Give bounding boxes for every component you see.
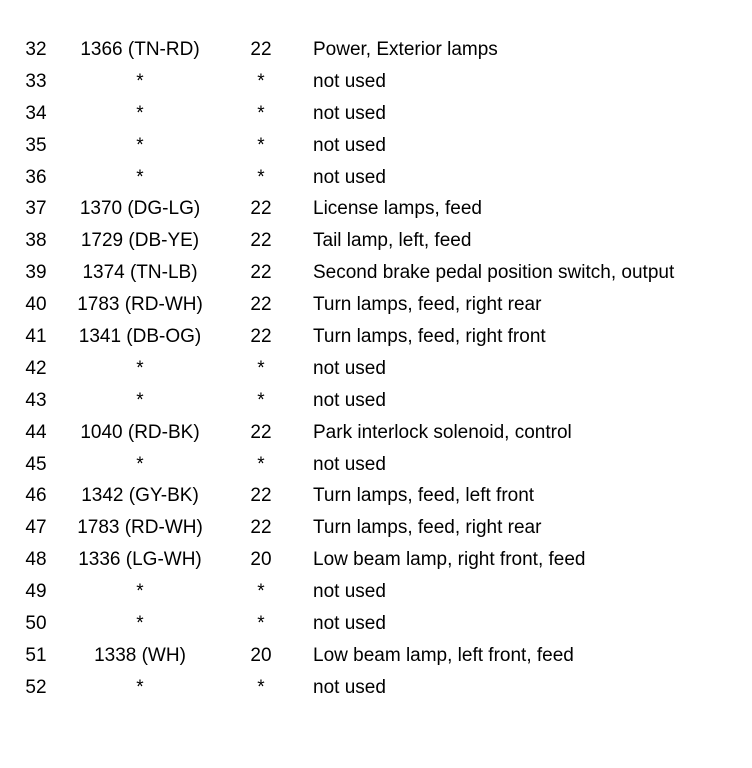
circuit-function: not used <box>313 453 386 475</box>
circuit-function: not used <box>313 70 386 92</box>
pin-number: 36 <box>25 166 47 188</box>
circuit-code: 1783 (RD-WH) <box>77 517 203 539</box>
wire-gauge: 22 <box>250 326 272 348</box>
wire-gauge: * <box>257 581 265 603</box>
circuit-code: 1366 (TN-RD) <box>80 39 200 60</box>
circuit-code: * <box>136 102 144 124</box>
circuit-function: Park interlock solenoid, control <box>313 421 572 443</box>
table-row <box>0 385 752 417</box>
table-row <box>0 544 752 576</box>
circuit-code: 1370 (DG-LG) <box>79 198 201 220</box>
pin-number: 35 <box>25 134 47 156</box>
pin-number: 34 <box>25 102 47 124</box>
wire-gauge: 22 <box>250 517 272 539</box>
wire-gauge: 22 <box>250 230 272 252</box>
circuit-function: Turn lamps, feed, right rear <box>313 294 542 316</box>
wire-gauge: 22 <box>250 198 272 220</box>
wire-gauge: 22 <box>250 421 272 443</box>
table-row <box>0 257 752 289</box>
table-row <box>0 289 752 321</box>
pin-number: 39 <box>25 262 47 284</box>
circuit-code: 1342 (GY-BK) <box>81 485 199 507</box>
table-row <box>0 225 752 257</box>
table-row <box>0 321 752 353</box>
circuit-function: not used <box>313 389 386 411</box>
wire-gauge: * <box>257 102 265 124</box>
circuit-code: * <box>136 357 144 379</box>
wire-gauge: * <box>257 166 265 188</box>
circuit-function: not used <box>313 357 386 379</box>
pin-number: 32 <box>25 39 47 60</box>
pin-number: 47 <box>25 517 47 539</box>
wire-gauge: 22 <box>250 262 272 284</box>
wire-gauge: * <box>257 613 265 635</box>
circuit-function: Tail lamp, left, feed <box>313 230 472 252</box>
table-row <box>0 34 752 66</box>
table-row <box>0 66 752 98</box>
table-row <box>0 672 752 704</box>
pin-number: 41 <box>25 326 47 348</box>
circuit-function: Turn lamps, feed, left front <box>313 485 535 507</box>
pin-number: 37 <box>25 198 47 220</box>
circuit-function: not used <box>313 676 386 698</box>
pin-number: 44 <box>25 421 47 443</box>
pin-number: 45 <box>25 453 47 475</box>
table-row <box>0 417 752 449</box>
table-row <box>0 130 752 162</box>
table-row <box>0 193 752 225</box>
table-row <box>0 512 752 544</box>
pin-number: 43 <box>25 389 47 411</box>
circuit-code: * <box>136 453 144 475</box>
table-row <box>0 480 752 512</box>
circuit-function: not used <box>313 581 386 603</box>
circuit-code: 1341 (DB-OG) <box>78 326 202 348</box>
table-row <box>0 353 752 385</box>
pin-number: 51 <box>25 644 47 666</box>
circuit-code: 1336 (LG-WH) <box>78 549 202 571</box>
circuit-code: * <box>136 166 144 188</box>
circuit-code: * <box>136 581 144 603</box>
circuit-function: not used <box>313 134 386 156</box>
circuit-function: Power, Exterior lamps <box>313 39 498 60</box>
pin-number: 46 <box>25 485 47 507</box>
circuit-function: Low beam lamp, right front, feed <box>313 549 586 571</box>
wire-gauge: 22 <box>250 39 272 60</box>
circuit-function: Turn lamps, feed, right rear <box>313 517 542 539</box>
circuit-function: Turn lamps, feed, right front <box>313 326 546 348</box>
circuit-code: * <box>136 389 144 411</box>
wire-gauge: * <box>257 70 265 92</box>
circuit-function: not used <box>313 166 386 188</box>
wire-gauge: 22 <box>250 485 272 507</box>
wire-gauge: * <box>257 676 265 698</box>
circuit-code: 1783 (RD-WH) <box>77 294 203 316</box>
circuit-function: not used <box>313 613 386 635</box>
connector-pinout-table <box>0 34 752 704</box>
wire-gauge: 22 <box>250 294 272 316</box>
table-row <box>0 576 752 608</box>
circuit-code: * <box>136 134 144 156</box>
table-row <box>0 640 752 672</box>
circuit-code: 1040 (RD-BK) <box>80 421 200 443</box>
circuit-function: Low beam lamp, left front, feed <box>313 644 574 666</box>
pin-number: 52 <box>25 676 47 698</box>
pin-number: 40 <box>25 294 47 316</box>
table-row <box>0 449 752 481</box>
pin-number: 49 <box>25 581 47 603</box>
wire-gauge: * <box>257 453 265 475</box>
circuit-function: Second brake pedal position switch, output <box>313 262 675 284</box>
circuit-code: * <box>136 676 144 698</box>
wire-gauge: * <box>257 357 265 379</box>
wire-gauge: 20 <box>250 644 272 666</box>
pin-number: 38 <box>25 230 47 252</box>
circuit-code: * <box>136 70 144 92</box>
circuit-code: 1338 (WH) <box>94 644 186 666</box>
pin-number: 33 <box>25 70 47 92</box>
circuit-function: not used <box>313 102 386 124</box>
table-row <box>0 162 752 194</box>
circuit-code: 1374 (TN-LB) <box>82 262 198 284</box>
circuit-code: 1729 (DB-YE) <box>80 230 200 252</box>
circuit-function: License lamps, feed <box>313 198 482 220</box>
wire-gauge: 20 <box>250 549 272 571</box>
table-row <box>0 608 752 640</box>
pin-number: 50 <box>25 613 47 635</box>
circuit-code: * <box>136 613 144 635</box>
pin-number: 48 <box>25 549 47 571</box>
wire-gauge: * <box>257 134 265 156</box>
pin-number: 42 <box>25 357 47 379</box>
table-row <box>0 98 752 130</box>
wire-gauge: * <box>257 389 265 411</box>
